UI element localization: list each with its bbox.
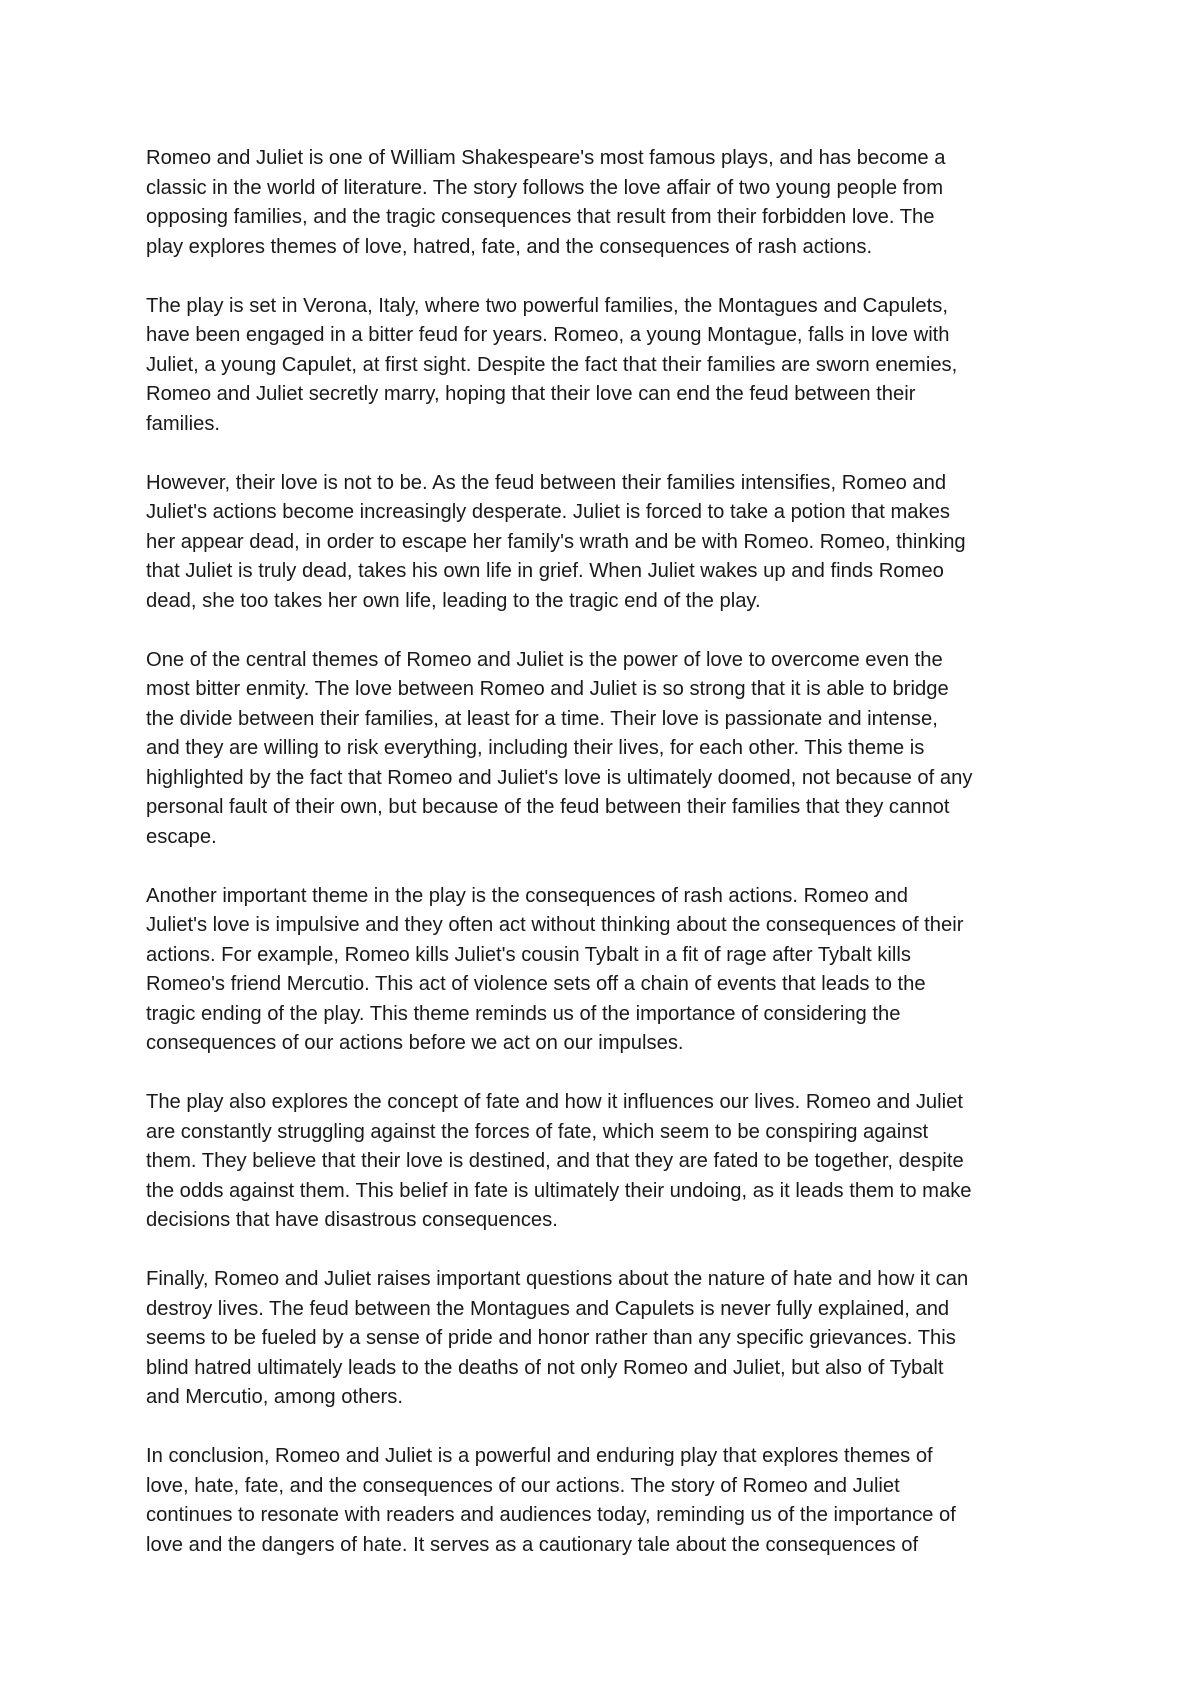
text-line: the divide between their families, at least for a time. Their love is passionate and intense, <box>146 707 938 730</box>
text-line: Romeo's friend Mercutio. This act of violence sets off a chain of events that leads to the <box>146 973 926 995</box>
text-line: Juliet, a young Capulet, at first sight. Despite the fact that their families are sworn enemies, <box>146 353 958 376</box>
text-line: play explores themes of love, hatred, fate, and the consequences of rash actions. <box>146 235 873 258</box>
text-line: her appear dead, in order to escape her family's wrath and be with Romeo. Romeo, thinking <box>146 530 966 553</box>
text-line: seems to be fueled by a sense of pride and honor rather than any specific grievances. This <box>146 1327 956 1349</box>
text-line: Romeo and Juliet is one of William Shakespeare's most famous plays, and has become a <box>146 147 946 169</box>
essay-body <box>146 144 1066 1590</box>
text-line: escape. <box>146 825 217 848</box>
text-line: most bitter enmity. The love between Romeo and Juliet is so strong that it is able to bridge <box>146 678 949 700</box>
paragraph-1 <box>146 144 1066 262</box>
text-line: personal fault of their own, but because of the feud between their families that they cannot <box>146 796 950 818</box>
paragraph-6 <box>146 1088 1066 1236</box>
paragraph-8 <box>146 1442 1066 1560</box>
text-line: destroy lives. The feud between the Montagues and Capulets is never fully explained, and <box>146 1297 950 1320</box>
text-line: One of the central themes of Romeo and Juliet is the power of love to overcome even the <box>146 648 943 671</box>
text-line: decisions that have disastrous consequences. <box>146 1209 558 1231</box>
text-line: opposing families, and the tragic consequences that result from their forbidden love. The <box>146 206 935 228</box>
text-line: families. <box>146 412 221 435</box>
text-line: The play also explores the concept of fate and how it influences our lives. Romeo and Juliet <box>146 1091 963 1113</box>
paragraph-5 <box>146 882 1066 1059</box>
text-line: Juliet's love is impulsive and they often act without thinking about the consequences of their <box>146 914 964 936</box>
text-line: and they are willing to risk everything, including their lives, for each other. This theme is <box>146 737 925 759</box>
text-line: Juliet's actions become increasingly desperate. Juliet is forced to take a potion that makes <box>146 501 950 523</box>
text-line: Another important theme in the play is the consequences of rash actions. Romeo and <box>146 884 908 907</box>
text-line: actions. For example, Romeo kills Juliet's cousin Tybalt in a fit of rage after Tybalt kills <box>146 943 911 966</box>
text-line: that Juliet is truly dead, takes his own life in grief. When Juliet wakes up and finds Romeo <box>146 560 944 582</box>
text-line: dead, she too takes her own life, leading to the tragic end of the play. <box>146 589 761 612</box>
text-line: and Mercutio, among others. <box>146 1386 403 1408</box>
text-line: blind hatred ultimately leads to the deaths of not only Romeo and Juliet, but also of Tybalt <box>146 1356 944 1379</box>
paragraph-3 <box>146 469 1066 617</box>
paragraph-4 <box>146 646 1066 853</box>
text-line: In conclusion, Romeo and Juliet is a powerful and enduring play that explores themes of <box>146 1445 933 1467</box>
text-line: However, their love is not to be. As the feud between their families intensifies, Romeo and <box>146 471 947 494</box>
text-line: love and the dangers of hate. It serves as a cautionary tale about the consequences of <box>146 1533 919 1556</box>
text-line: classic in the world of literature. The story follows the love affair of two young people from <box>146 176 944 199</box>
text-line: love, hate, fate, and the consequences of our actions. The story of Romeo and Juliet <box>146 1474 900 1497</box>
text-line: Finally, Romeo and Juliet raises important questions about the nature of hate and how it can <box>146 1268 969 1290</box>
text-line: them. They believe that their love is destined, and that they are fated to be together, despite <box>146 1150 964 1172</box>
text-line: tragic ending of the play. This theme reminds us of the importance of considering the <box>146 1002 901 1025</box>
text-line: consequences of our actions before we act on our impulses. <box>146 1032 684 1054</box>
paragraph-7 <box>146 1265 1066 1413</box>
paragraph-2 <box>146 292 1066 440</box>
text-line: are constantly struggling against the forces of fate, which seem to be conspiring against <box>146 1120 929 1143</box>
text-line: have been engaged in a bitter feud for years. Romeo, a young Montague, falls in love with <box>146 324 950 346</box>
text-line: continues to resonate with readers and audiences today, reminding us of the importance of <box>146 1504 956 1526</box>
text-line: Romeo and Juliet secretly marry, hoping that their love can end the feud between their <box>146 383 916 405</box>
text-line: highlighted by the fact that Romeo and Juliet's love is ultimately doomed, not because of any <box>146 766 973 789</box>
text-line: the odds against them. This belief in fate is ultimately their undoing, as it leads them to make <box>146 1179 972 1202</box>
text-line: The play is set in Verona, Italy, where two powerful families, the Montagues and Capulets, <box>146 294 948 317</box>
